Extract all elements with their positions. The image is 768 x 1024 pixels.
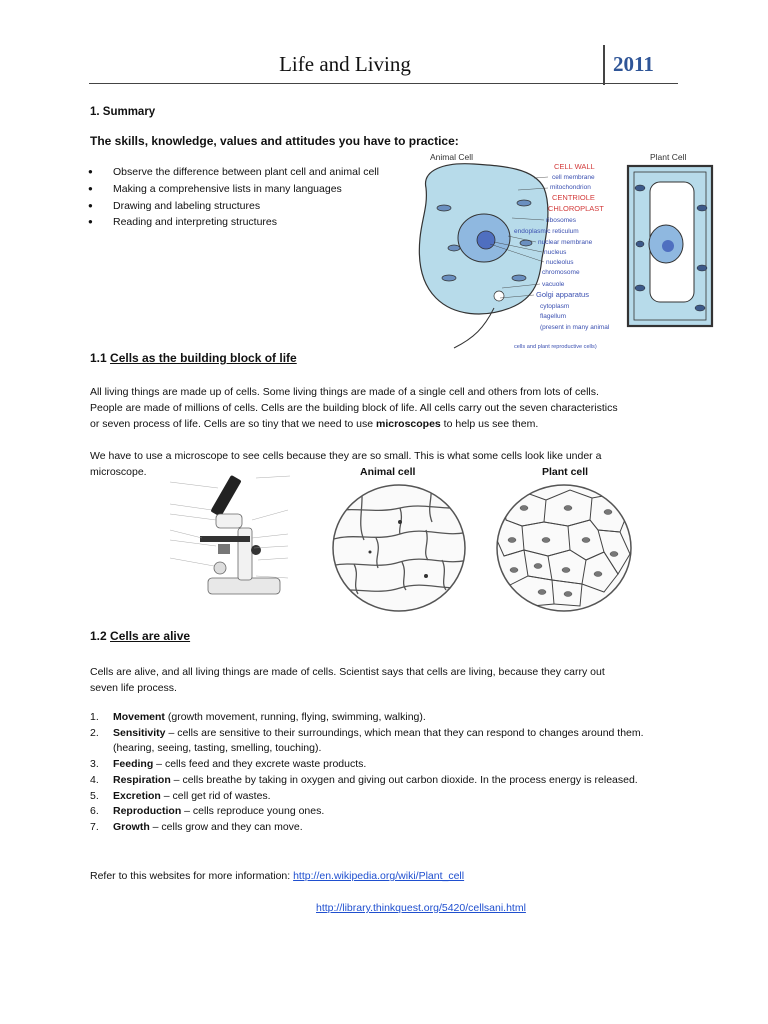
thinkquest-cells-link[interactable]: http://library.thinkquest.org/5420/cellsani.html	[316, 902, 526, 914]
reference-text: Refer to this websites for more information:	[90, 870, 294, 882]
skills-item: ● Drawing and labeling structures	[88, 198, 379, 215]
life-process-item	[90, 773, 673, 789]
section-1-2-title: Cells are alive	[110, 629, 191, 643]
header-rule	[89, 83, 678, 84]
label-flagellum-note-1: (present in many animal	[540, 324, 610, 331]
para-line: Cells are alive, and all living things are made of cells. Scientist says that cells are living, because they carry out	[90, 666, 605, 678]
section-1-2-number: 1.2	[90, 629, 107, 643]
item-number: 6.	[90, 805, 99, 818]
reference-line-2	[316, 900, 526, 916]
plant-nucleolus	[662, 240, 674, 252]
item-number: 4.	[90, 773, 99, 786]
label-ribosomes: ribosomes	[546, 217, 576, 224]
para-line: seven life process.	[90, 682, 177, 694]
label-nucleus: nucleus	[544, 249, 567, 256]
plant-cell-micrograph	[494, 482, 634, 614]
paragraph-cells-alive	[90, 664, 680, 696]
label-cytoplasm: cytoplasm	[540, 303, 570, 310]
plant-cell-caption: Plant cell	[542, 466, 589, 478]
label-chloroplast: CHLOROPLAST	[548, 204, 604, 213]
animal-cell-title: Animal Cell	[430, 152, 473, 162]
item-text: – cell get rid of wastes.	[160, 789, 271, 802]
animal-nucleolus	[477, 231, 495, 249]
item-term: Excretion	[113, 789, 161, 802]
life-process-item	[90, 710, 673, 726]
item-term: Feeding	[113, 758, 154, 771]
para-line: People are made of millions of cells. Cells are the building block of life. All cells carry out the seven characteristics	[90, 402, 618, 414]
document-title: Life and Living	[279, 52, 411, 76]
skills-item: ● Making a comprehensive lists in many languages	[88, 181, 379, 198]
label-flagellum-note-2: cells and plant reproductive cells)	[514, 344, 597, 350]
section-1-1-heading	[90, 350, 297, 366]
para-line: microscope.	[90, 466, 147, 478]
label-nuclear-membrane: nuclear membrane	[538, 239, 593, 246]
section-1-2-heading	[90, 628, 190, 644]
skills-list	[88, 164, 379, 231]
para-line	[90, 416, 680, 432]
section-1-1-title: Cells as the building block of life	[110, 351, 297, 365]
animal-cell-caption: Animal cell	[360, 466, 416, 478]
item-term: Respiration	[113, 773, 171, 786]
label-vacuole: vacuole	[542, 281, 565, 288]
item-text: – cells grow and they can move.	[149, 820, 303, 833]
item-number: 7.	[90, 820, 99, 833]
label-centriole: CENTRIOLE	[552, 193, 595, 202]
para-line-text: or seven process of life. Cells are so tiny that we need to use	[90, 418, 376, 430]
cell-diagram	[414, 148, 726, 356]
plant-cell-title: Plant Cell	[650, 152, 687, 162]
item-text: – cells are sensitive to their surroundings, which mean that they can respond to changes around them. (hearing, seeing, tasting, smelling, touching).	[113, 726, 644, 755]
item-text: – cells breathe by taking in oxygen and giving out carbon dioxide. In the process energy is released.	[170, 773, 638, 786]
item-text: – cells feed and they excrete waste products.	[153, 758, 367, 771]
item-term: Sensitivity	[113, 726, 166, 739]
label-cell-membrane: cell membrane	[552, 174, 595, 181]
life-processes-list	[90, 710, 673, 836]
document-year: 2011	[613, 52, 654, 76]
item-term: Movement	[113, 711, 165, 723]
item-number: 3.	[90, 758, 99, 771]
reference-line	[90, 868, 464, 884]
label-nucleolus: nucleolus	[546, 259, 574, 266]
item-term: Growth	[113, 820, 150, 833]
animal-cell-micrograph	[330, 482, 468, 614]
paragraph-cells-building-block	[90, 384, 680, 432]
life-process-item	[90, 804, 673, 820]
life-process-item	[90, 820, 673, 836]
para-line-text: to help us see them.	[440, 418, 539, 430]
para-line: All living things are made up of cells. Some living things are made of a single cell and others from lots of cells.	[90, 386, 599, 398]
skills-item: ● Observe the difference between plant cell and animal cell	[88, 164, 379, 181]
wikipedia-plant-cell-link[interactable]: http://en.wikipedia.org/wiki/Plant_cell	[293, 870, 465, 882]
item-number: 2.	[90, 726, 99, 739]
item-text: – cells reproduce young ones.	[181, 805, 325, 818]
label-flagellum: flagellum	[540, 313, 567, 320]
para-line: We have to use a microscope to see cells because they are so small. This is what some cells look like under a	[90, 450, 602, 462]
item-text: (growth movement, running, flying, swimming, walking).	[164, 711, 426, 723]
item-number: 1.	[90, 711, 99, 723]
life-process-item	[90, 726, 673, 757]
life-process-item	[90, 757, 673, 773]
section-1-1-number: 1.1	[90, 351, 107, 365]
label-mitochondrion: mitochondrion	[550, 184, 591, 191]
skills-heading: The skills, knowledge, values and attitudes you have to practice:	[90, 134, 459, 148]
skills-item: ● Reading and interpreting structures	[88, 214, 379, 231]
life-process-item	[90, 789, 673, 805]
item-term: Reproduction	[113, 805, 182, 818]
header-divider	[603, 45, 605, 85]
label-golgi: Golgi apparatus	[536, 290, 589, 299]
microscope-image	[160, 470, 310, 600]
item-number: 5.	[90, 789, 99, 802]
label-cell-wall: CELL WALL	[554, 162, 595, 171]
label-endoplasmic-reticulum: endoplasmic reticulum	[514, 228, 579, 235]
microscopes-term: microscopes	[375, 418, 441, 430]
summary-heading: 1. Summary	[90, 106, 156, 118]
label-chromosome: chromosome	[542, 269, 580, 276]
